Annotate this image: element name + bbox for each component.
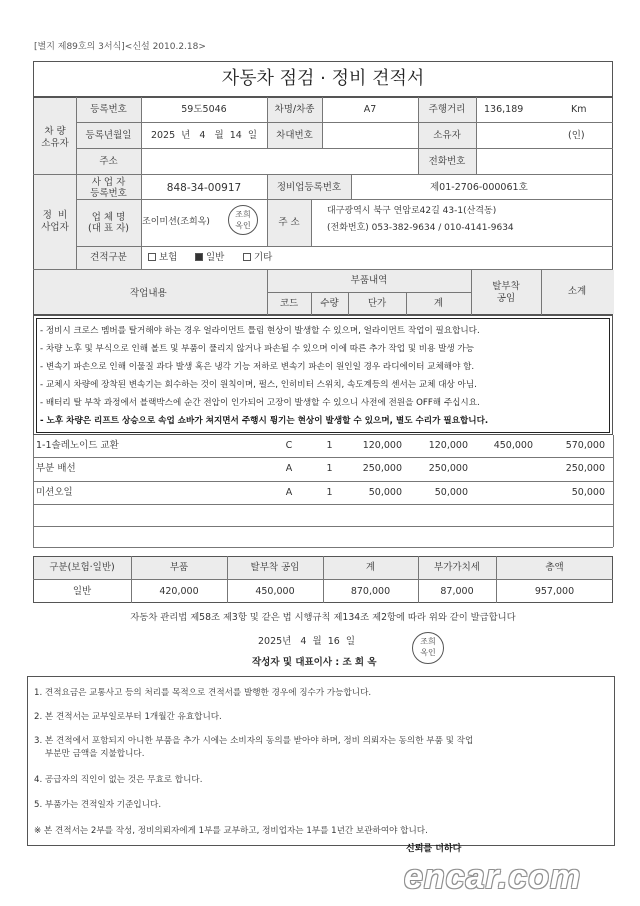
business-address: 대구광역시 북구 연암로42길 43-1(산격동): [327, 206, 497, 216]
item-qty: 1: [326, 440, 333, 451]
maint-reg-label: 정비업등록번호: [276, 182, 342, 193]
summary-type-header: 구분(보험·일반): [49, 562, 115, 573]
company-seal-stamp: 조희 옥인: [228, 205, 258, 235]
summary-type-value: 일반: [72, 586, 92, 597]
code-header: 코드: [279, 298, 299, 309]
footnote-3-cont: 부분만 금액을 지불합니다.: [34, 749, 145, 759]
address-label: 주소: [99, 156, 118, 167]
item-code: A: [285, 463, 293, 474]
item-name: 미션오일: [36, 487, 73, 498]
vin-label: 차대번호: [276, 130, 313, 141]
bizno-value: 848-34-00917: [166, 182, 242, 194]
watermark-brand: encar.com: [404, 858, 582, 896]
vehicle-section-label: 차 량 소유자: [41, 126, 69, 149]
item-qty: 1: [326, 487, 333, 498]
unit-price-header: 단가: [367, 298, 387, 309]
item-total: 120,000: [428, 440, 468, 451]
issue-date: 2025년 4 월 16 일: [258, 636, 356, 647]
item-unit-price: 120,000: [362, 440, 402, 451]
company-value: 조이미션(조희옥): [142, 217, 210, 227]
subtotal-header: 소계: [567, 286, 587, 297]
footnote-note: ※ 본 견적서는 2부를 작성, 정비의뢰자에게 1부를 교부하고, 정비업자는 1부를 1년간 보관하여야 합니다.: [34, 826, 428, 836]
mileage-label: 주행거리: [428, 104, 466, 115]
item-name: 1-1솔레노이드 교환: [36, 440, 119, 451]
item-subtotal: 250,000: [565, 463, 605, 474]
notice-2: - 차량 노후 및 부식으로 인해 볼트 및 부품이 풀리지 않거나 파손될 수 있으며 이에 따른 추가 작업 및 비용 발생 가능: [40, 344, 475, 354]
labor-header: 탈부착 공임: [492, 281, 520, 304]
estimate-type-label: 견적구분: [90, 252, 127, 263]
footnote-2: 2. 본 견적서는 교부일로부터 1개월간 유효합니다.: [34, 712, 222, 722]
reg-no-label: 등록번호: [90, 104, 127, 115]
form-number: [별지 제89호의 3서식]<신설 2010.2.18>: [34, 42, 206, 52]
page-title: 자동차 점검 · 정비 견적서: [221, 68, 425, 89]
notice-3: - 변속기 파손으로 인해 이물질 과다 발생 혹은 냉각 기능 저하로 변속기 파손이 원인일 경우 라디에이터 교체해야 함.: [40, 362, 475, 372]
summary-vat-header: 부가가치세: [434, 562, 480, 573]
footnotes-box: [27, 676, 615, 846]
business-section-label: 정 비 사업자: [41, 210, 69, 233]
reg-no-value: 59도5046: [181, 104, 227, 115]
legal-statement: 자동차 관리법 제58조 제3항 및 같은 법 시행규칙 제134조 제2항에 따라 위와 같이 발급합니다: [130, 612, 516, 623]
business-phone: (전화번호) 053-382-9634 / 010-4141-9634: [327, 223, 514, 233]
item-qty: 1: [326, 463, 333, 474]
item-unit-price: 50,000: [368, 487, 402, 498]
model-value: A7: [363, 104, 377, 115]
company-label: 업 체 명 (대 표 자): [88, 212, 129, 234]
item-subtotal: 570,000: [565, 440, 605, 451]
summary-parts-header: 부품: [169, 562, 189, 573]
checkbox-other-icon: [243, 253, 251, 261]
item-unit-price: 250,000: [362, 463, 402, 474]
qty-header: 수량: [320, 298, 339, 309]
type-insurance[interactable]: 보험: [148, 253, 177, 263]
signature-seal-stamp: 조희 옥인: [412, 632, 444, 664]
owner-label: 소유자: [433, 130, 461, 141]
parts-header: 부품내역: [350, 275, 388, 286]
summary-labor-header: 탈부착 공임: [250, 562, 300, 573]
footnote-3: 3. 본 견적에서 포함되지 아니한 부품을 추가 시에는 소비자의 동의를 받아야 하며, 정비 의뢰자는 동의한 부품 및 작업: [34, 736, 474, 746]
notice-5: - 배터리 탈 부착 과정에서 블랙박스에 순간 전압이 인가되어 고장이 발생할 수 있으니 사전에 전원을 OFF해 주십시요.: [40, 398, 480, 408]
maint-reg-value: 제01-2706-000061호: [430, 182, 528, 193]
reg-date-label: 등록년월일: [85, 130, 132, 141]
summary-labor-value: 450,000: [255, 586, 295, 597]
job-header: 작업내용: [130, 288, 167, 299]
item-subtotal: 50,000: [571, 487, 605, 498]
summary-total-value: 957,000: [534, 586, 575, 597]
footnote-1: 1. 견적요금은 교통사고 등의 처리를 목적으로 견적서를 발행한 경우에 징수가 가능합니다.: [34, 688, 372, 698]
item-name: 부분 배선: [36, 463, 76, 474]
item-labor: 450,000: [493, 440, 533, 451]
type-other[interactable]: 기타: [243, 253, 272, 263]
owner-seal-mark: (인): [568, 130, 585, 141]
notice-4: - 교체시 차량에 장착된 변속기는 회수하는 것이 원칙이며, 펄스, 인히비터 스위치, 속도계등의 센서는 교체 대상 아님.: [40, 380, 477, 390]
bizno-label: 사 업 자 등록번호: [90, 177, 127, 199]
model-label: 차명/차종: [274, 104, 315, 115]
watermark-tagline: 신뢰를 더하다: [406, 844, 462, 854]
notice-6: - 노후 차량은 리프트 상승으로 속업 쇼바가 쳐지면서 주행시 튕기는 현상이 발생할 수 있으며, 별도 수리가 필요합니다.: [40, 416, 489, 426]
footnote-4: 4. 공급자의 직인이 없는 것은 무효로 합니다.: [34, 775, 203, 785]
mileage-value: 136,189: [484, 104, 524, 115]
item-total: 250,000: [428, 463, 468, 474]
summary-sum-value: 870,000: [350, 586, 391, 597]
phone-label: 전화번호: [428, 156, 466, 167]
item-code: C: [285, 440, 293, 451]
notice-1: - 정비시 크로스 멤버를 탈거해야 하는 경우 얼라이먼트 틀림 현상이 발생할 수 있으며, 얼라이먼트 작업이 필요합니다.: [40, 326, 480, 336]
item-total: 50,000: [434, 487, 468, 498]
mileage-unit: Km: [571, 104, 587, 115]
checkbox-general-checked-icon: [195, 253, 203, 261]
reg-date-value: 2025 년 4 월 14 일: [150, 130, 258, 141]
summary-sum-header: 계: [365, 562, 376, 573]
type-general[interactable]: 일반: [195, 253, 224, 263]
footnote-5: 5. 부품가는 견적일자 기준입니다.: [34, 800, 162, 810]
signer: 작성자 및 대표이사 : 조 희 옥: [252, 657, 377, 668]
business-address-label: 주 소: [278, 217, 300, 228]
item-code: A: [285, 487, 293, 498]
checkbox-insurance-icon: [148, 253, 156, 261]
parts-total-header: 계: [433, 298, 444, 309]
summary-total-header: 총액: [545, 562, 564, 573]
summary-parts-value: 420,000: [159, 586, 199, 597]
summary-vat-value: 87,000: [440, 586, 474, 597]
